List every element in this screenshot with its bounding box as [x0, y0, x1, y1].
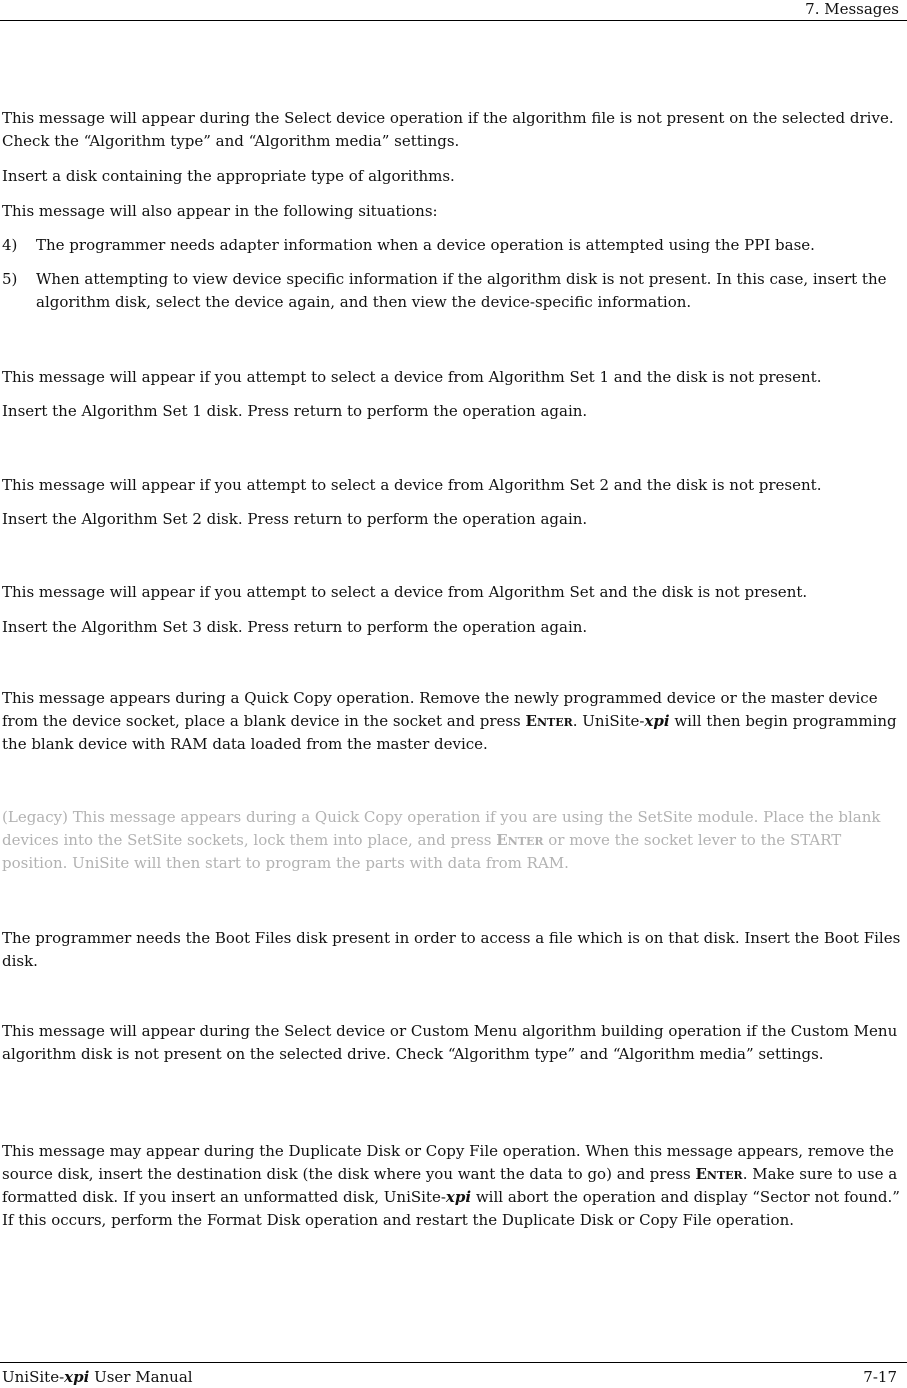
- product-name: xpi: [445, 1188, 472, 1206]
- enter-key: Enter: [695, 1165, 743, 1183]
- set2-action: Insert the Algorithm Set 2 disk. Press return to perform the operation again.: [2, 510, 588, 528]
- product-name: xpi: [64, 1368, 90, 1386]
- legacy-text-b: or move the socket lever to the START position. UniSite will then start to program the parts with data from RAM.: [2, 831, 842, 872]
- set1-action: Insert the Algorithm Set 1 disk. Press return to perform the operation again.: [2, 402, 588, 420]
- list-item: [2, 268, 905, 314]
- list-item-text: When attempting to view device specific information if the algorithm disk is not present. In this case, insert the algorithm disk, select the device again, and then view the device-specific information.: [36, 270, 887, 311]
- list-item-text: The programmer needs adapter information when a device operation is attempted using the PPI base.: [36, 236, 815, 254]
- running-header: 7. Messages: [805, 0, 899, 18]
- custom-menu-message: This message will appear during the Select device or Custom Menu algorithm building operation if the Custom Menu algorithm disk is not present on the selected drive. Check “Algorithm type” and “Algorithm media” settings.: [2, 1022, 898, 1063]
- quick-copy-text-a: This message appears during a Quick Copy operation. Remove the newly programmed device or the master device from the device socket, place a blank device in the socket and press: [2, 689, 878, 730]
- enter-key: Enter: [496, 831, 544, 849]
- duplicate-text-c: will abort the operation and display “Sector not found.” If this occurs, perform the Format Disk operation and restart the Duplicate Disk or Copy File operation.: [2, 1188, 900, 1229]
- algo-file-missing-description: This message will appear during the Select device operation if the algorithm file is not present on the selected drive. Check the “Algorithm type” and “Algorithm media” settings.: [2, 109, 894, 150]
- algo-file-missing-action: Insert a disk containing the appropriate type of algorithms.: [2, 167, 455, 185]
- set3-action: Insert the Algorithm Set 3 disk. Press return to perform the operation again.: [2, 618, 588, 636]
- set3-description: This message will appear if you attempt to select a device from Algorithm Set and the disk is not present.: [2, 583, 808, 601]
- page-number: 7-17: [863, 1368, 897, 1386]
- product-name: xpi: [644, 712, 670, 730]
- duplicate-text-b: . Make sure to use a formatted disk. If you insert an unformatted disk, UniSite-: [2, 1165, 898, 1206]
- duplicate-text-a: This message may appear during the Duplicate Disk or Copy File operation. When this message appears, remove the source disk, insert the destination disk (the disk where you want the data to go) and press: [2, 1142, 894, 1183]
- legacy-text-a: (Legacy) This message appears during a Quick Copy operation if you are using the SetSite module. Place the blank devices into the SetSite sockets, lock them into place, and press: [2, 808, 881, 849]
- quick-copy-message: [2, 687, 905, 756]
- quick-copy-text-c: will then begin programming the blank device with RAM data loaded from the master device.: [2, 712, 897, 753]
- duplicate-disk-message: [2, 1140, 905, 1232]
- list-item: [2, 234, 905, 257]
- boot-files-message: The programmer needs the Boot Files disk present in order to access a file which is on that disk. Insert the Boot Files disk.: [2, 929, 901, 970]
- manual-title: [2, 1368, 193, 1386]
- list-item-number: 4): [2, 236, 18, 254]
- header-rule: [0, 20, 907, 21]
- manual-title-suffix: User Manual: [89, 1368, 193, 1386]
- legacy-quick-copy-message: [2, 806, 905, 875]
- enter-key: Enter: [525, 712, 573, 730]
- set2-description: This message will appear if you attempt to select a device from Algorithm Set 2 and the disk is not present.: [2, 476, 822, 494]
- manual-title-prefix: UniSite-: [2, 1368, 65, 1386]
- quick-copy-text-b: . UniSite-: [572, 712, 645, 730]
- footer-rule: [0, 1362, 907, 1363]
- list-item-number: 5): [2, 270, 18, 288]
- algo-file-missing-intro: This message will also appear in the following situations:: [2, 202, 438, 220]
- set1-description: This message will appear if you attempt to select a device from Algorithm Set 1 and the disk is not present.: [2, 368, 822, 386]
